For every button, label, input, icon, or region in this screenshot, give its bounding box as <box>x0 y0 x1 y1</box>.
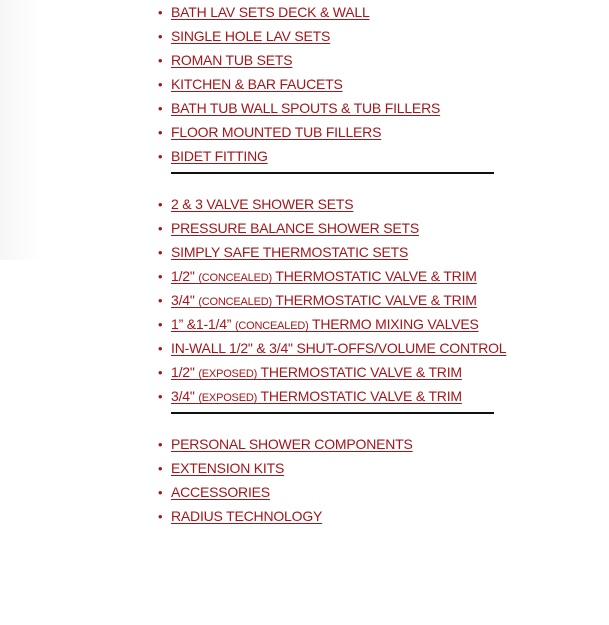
menu-link-three-quarter-concealed-thermostatic[interactable] <box>171 292 477 308</box>
menu-link-three-quarter-exposed-thermostatic[interactable] <box>171 388 462 404</box>
section-divider <box>158 408 518 432</box>
menu-item <box>158 360 518 384</box>
menu-link-extension-kits[interactable]: EXTENSION KITS <box>171 460 285 476</box>
menu-item <box>158 120 518 144</box>
link-text-product: THERMOSTATIC VALVE & TRIM <box>271 268 477 284</box>
link-text-product: THERMOSTATIC VALVE & TRIM <box>257 388 462 404</box>
bullet-icon: • <box>158 460 163 476</box>
link-text-size: 3/4" <box>171 388 199 404</box>
menu-link-personal-shower-components[interactable]: PERSONAL SHOWER COMPONENTS <box>171 436 413 452</box>
menu-link-bath-tub-wall-spouts[interactable]: BATH TUB WALL SPOUTS & TUB FILLERS <box>171 100 441 116</box>
menu-link-radius-technology[interactable]: RADIUS TECHNOLOGY <box>171 508 323 524</box>
menu-item <box>158 24 518 48</box>
link-text-qualifier: (CONCEALED) <box>198 272 272 284</box>
menu-link-thermo-mixing-valves[interactable] <box>171 316 479 332</box>
bullet-icon: • <box>158 340 163 356</box>
bullet-icon: • <box>158 196 163 212</box>
link-text-product: THERMOSTATIC VALVE & TRIM <box>257 364 462 380</box>
menu-link-pressure-balance-shower-sets[interactable]: PRESSURE BALANCE SHOWER SETS <box>171 220 420 236</box>
menu-link-floor-mounted-tub-fillers[interactable]: FLOOR MOUNTED TUB FILLERS <box>171 124 382 140</box>
bullet-icon: • <box>158 124 163 140</box>
menu-item <box>158 48 518 72</box>
bullet-icon: • <box>158 52 163 68</box>
menu-link-in-wall-shut-offs[interactable]: IN-WALL 1/2" & 3/4" SHUT-OFFS/VOLUME CONTROL <box>171 340 507 356</box>
bullet-icon: • <box>158 484 163 500</box>
menu-group-components <box>158 432 518 528</box>
menu-link-simply-safe-thermostatic-sets[interactable]: SIMPLY SAFE THERMOSTATIC SETS <box>171 244 409 260</box>
menu-item <box>158 240 518 264</box>
menu-link-bath-lav-sets[interactable]: BATH LAV SETS DECK & WALL <box>171 4 370 20</box>
link-text-qualifier: (CONCEALED) <box>198 296 272 308</box>
menu-item <box>158 312 518 336</box>
link-text-qualifier: (EXPOSED) <box>198 392 258 404</box>
menu-item <box>158 336 518 360</box>
bullet-icon: • <box>158 100 163 116</box>
link-text-product: THERMOSTATIC VALVE & TRIM <box>271 292 477 308</box>
link-text-qualifier: (EXPOSED) <box>198 368 258 380</box>
menu-item <box>158 0 518 24</box>
link-text-qualifier: (CONCEALED) <box>234 320 309 332</box>
bullet-icon: • <box>158 436 163 452</box>
bullet-icon: • <box>158 364 163 380</box>
bullet-icon: • <box>158 292 163 308</box>
menu-link-single-hole-lav-sets[interactable]: SINGLE HOLE LAV SETS <box>171 28 331 44</box>
link-text-size: 1/2" <box>171 268 199 284</box>
menu-link-roman-tub-sets[interactable]: ROMAN TUB SETS <box>171 52 293 68</box>
bullet-icon: • <box>158 268 163 284</box>
menu-item <box>158 504 518 528</box>
menu-group-shower-valves <box>158 192 518 408</box>
menu-item <box>158 432 518 456</box>
menu-link-accessories[interactable]: ACCESSORIES <box>171 484 270 500</box>
bullet-icon: • <box>158 148 163 164</box>
menu-item <box>158 456 518 480</box>
link-text-size: 1/2" <box>171 364 199 380</box>
bullet-icon: • <box>158 316 163 332</box>
bullet-icon: • <box>158 220 163 236</box>
link-text-size: 1” &1-1/4” <box>171 316 235 332</box>
menu-link-half-inch-concealed-thermostatic[interactable] <box>171 268 477 284</box>
product-menu <box>158 0 518 528</box>
menu-item <box>158 96 518 120</box>
bullet-icon: • <box>158 244 163 260</box>
menu-item <box>158 144 518 168</box>
menu-item <box>158 72 518 96</box>
menu-link-valve-shower-sets[interactable]: 2 & 3 VALVE SHOWER SETS <box>171 196 354 212</box>
menu-item <box>158 288 518 312</box>
bullet-icon: • <box>158 388 163 404</box>
menu-item <box>158 264 518 288</box>
bullet-icon: • <box>158 28 163 44</box>
menu-item <box>158 192 518 216</box>
menu-item <box>158 384 518 408</box>
menu-link-kitchen-bar-faucets[interactable]: KITCHEN & BAR FAUCETS <box>171 76 343 92</box>
bullet-icon: • <box>158 4 163 20</box>
background-image-fade <box>0 0 40 260</box>
menu-link-half-inch-exposed-thermostatic[interactable] <box>171 364 462 380</box>
bullet-icon: • <box>158 76 163 92</box>
link-text-product: THERMO MIXING VALVES <box>308 316 479 332</box>
menu-link-bidet-fitting[interactable]: BIDET FITTING <box>171 148 268 164</box>
menu-item <box>158 480 518 504</box>
link-text-size: 3/4" <box>171 292 199 308</box>
menu-item <box>158 216 518 240</box>
section-divider <box>158 168 518 192</box>
bullet-icon: • <box>158 508 163 524</box>
menu-group-faucets <box>158 0 518 168</box>
